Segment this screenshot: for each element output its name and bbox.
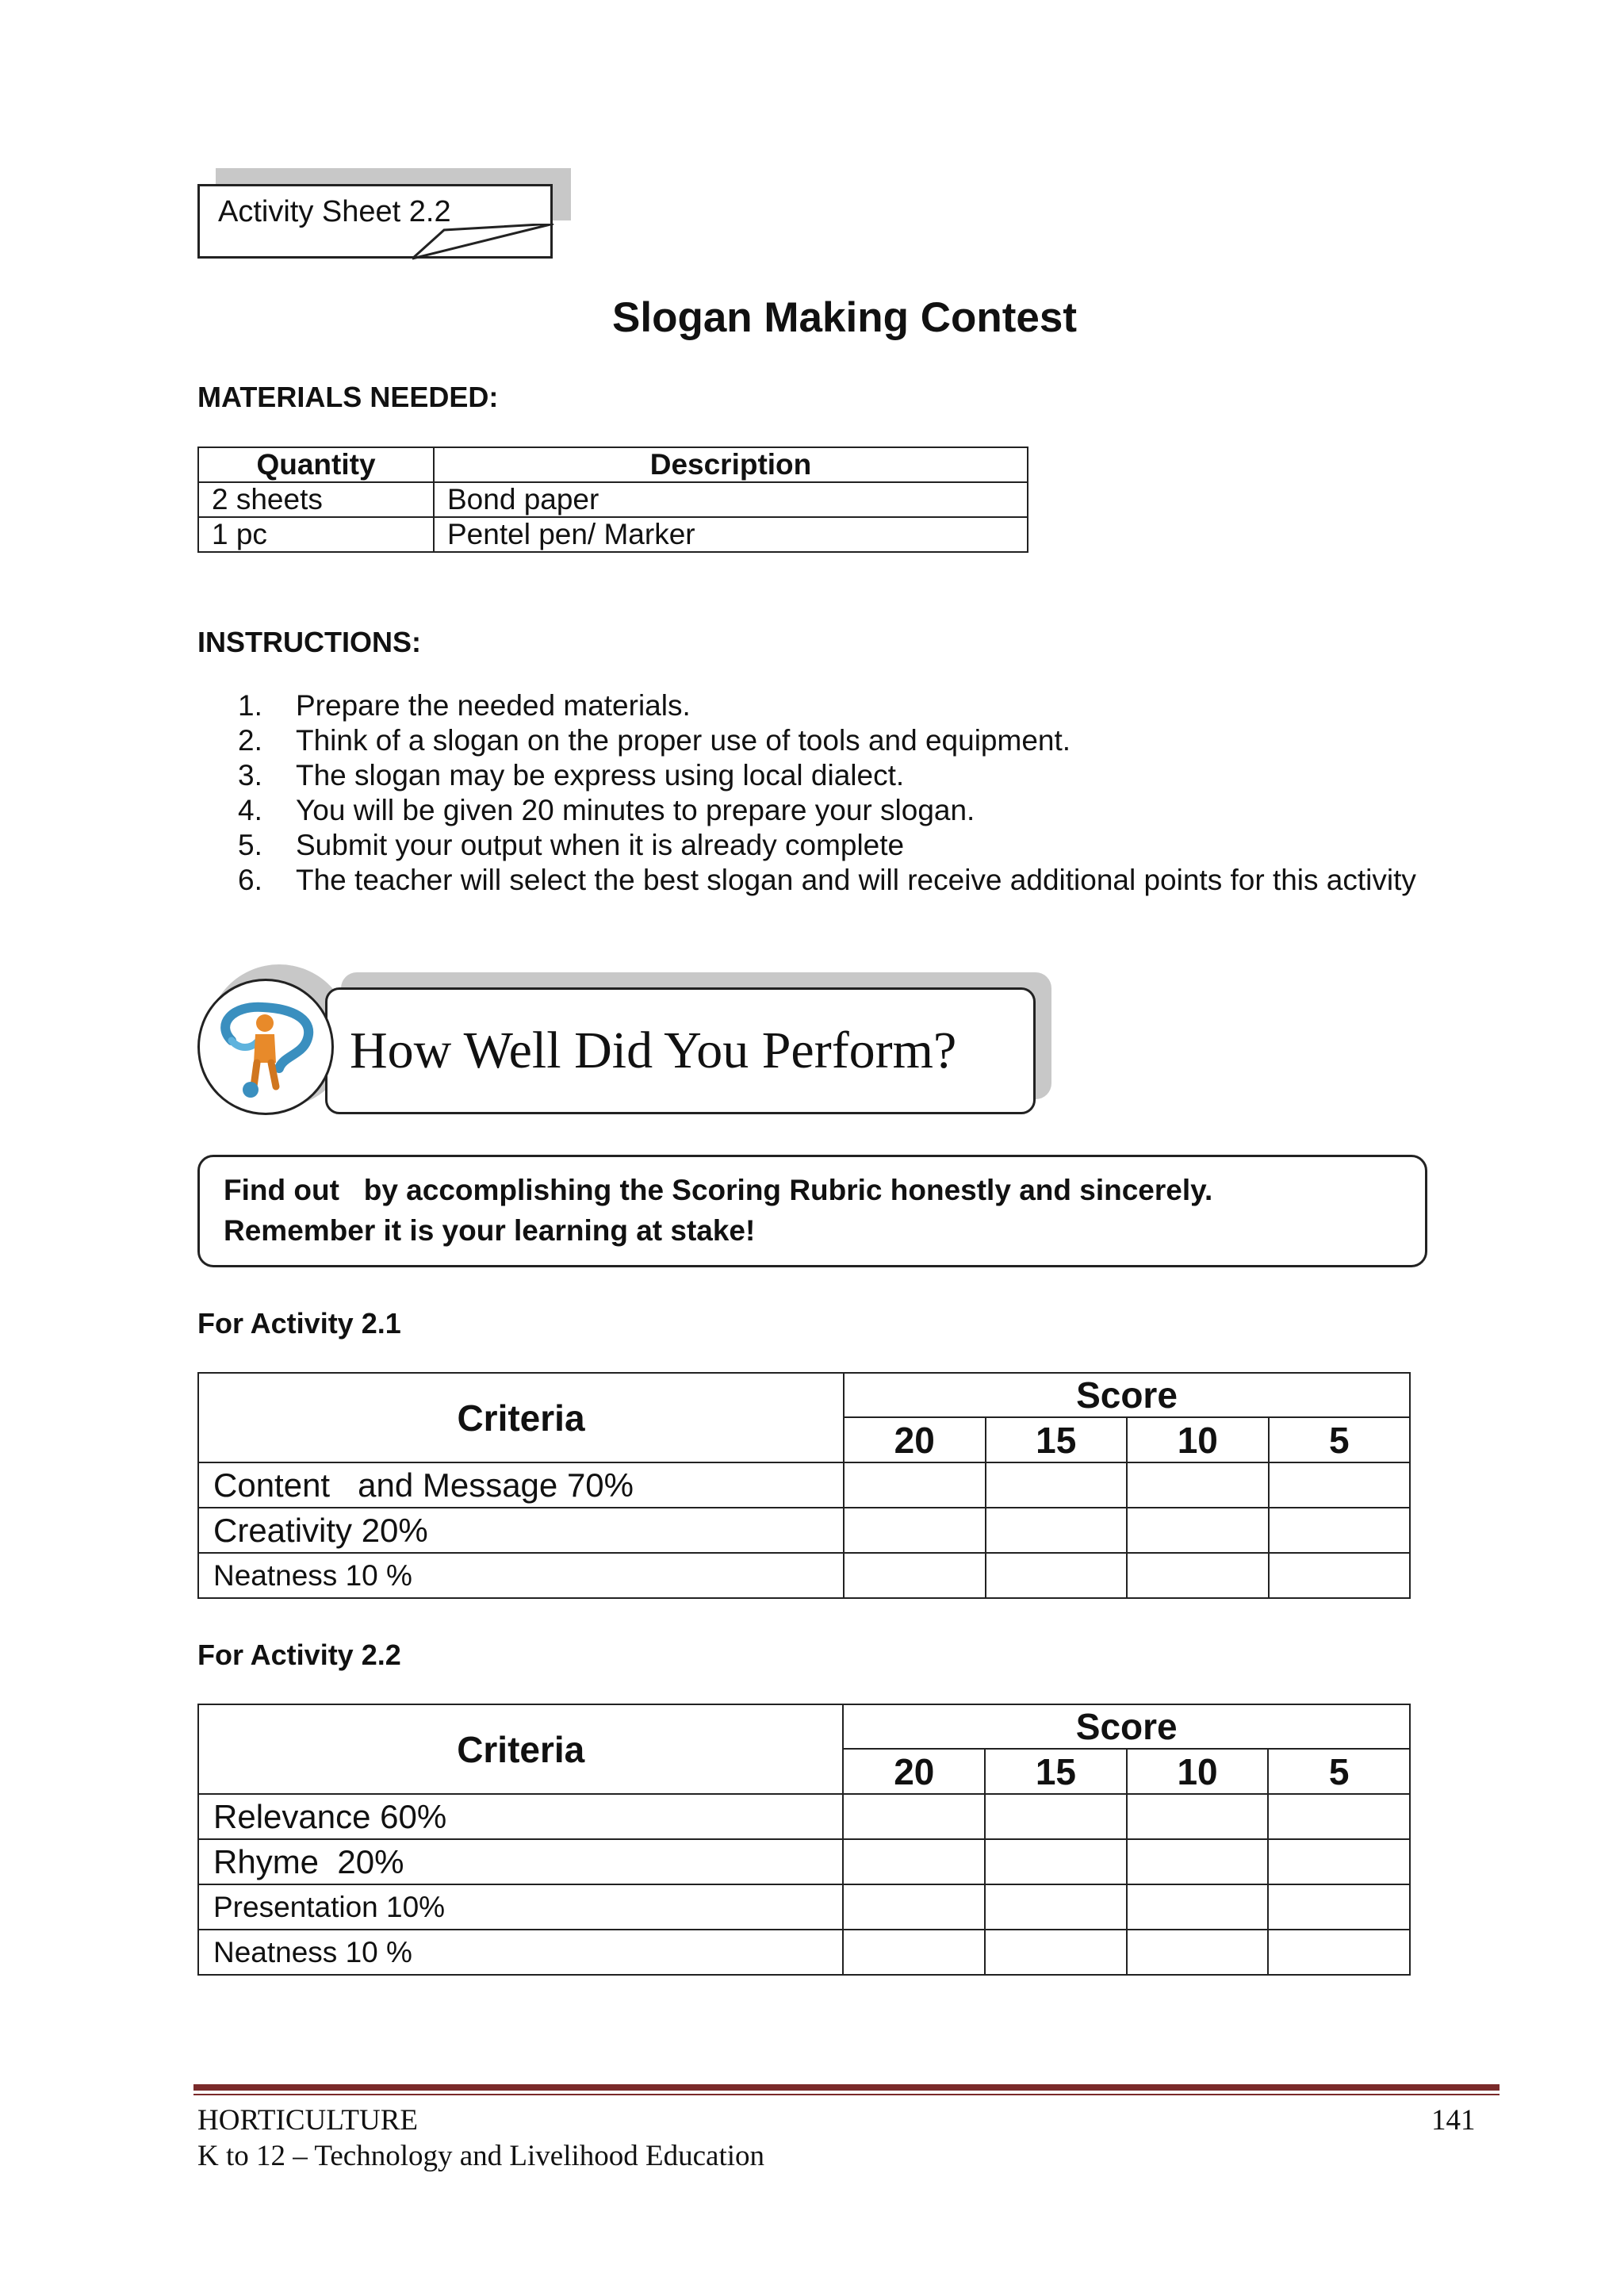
score-cell[interactable] (843, 1930, 985, 1975)
instructions-heading: INSTRUCTIONS: (197, 626, 421, 658)
score-cell[interactable] (1268, 1839, 1410, 1884)
table-row (198, 517, 1028, 552)
score-cell[interactable] (1127, 1839, 1269, 1884)
score-column: 10 (1127, 1417, 1269, 1462)
rubric-2-heading: For Activity 2.2 (197, 1639, 401, 1671)
list-item: 6. The teacher will select the best slogan and will receive additional points for this activity (238, 864, 1416, 896)
page-fold-icon (412, 224, 555, 263)
table-row (198, 482, 1028, 517)
criterion-label: Relevance 60% (198, 1794, 843, 1839)
criterion-label: Neatness 10 % (198, 1553, 844, 1598)
footer-subject: HORTICULTURE (197, 2104, 419, 2137)
materials-heading: MATERIALS NEEDED: (197, 381, 499, 413)
score-cell[interactable] (843, 1884, 985, 1930)
score-cell[interactable] (986, 1462, 1128, 1508)
criterion-label: Content and Message 70% (198, 1462, 844, 1508)
score-cell[interactable] (1127, 1462, 1269, 1508)
page-title: Slogan Making Contest (612, 294, 1077, 341)
criterion-label: Rhyme 20% (198, 1839, 843, 1884)
materials-quantity: 2 sheets (198, 482, 434, 517)
score-cell[interactable] (985, 1839, 1127, 1884)
score-column: 10 (1127, 1749, 1269, 1794)
table-row (198, 1930, 1410, 1975)
score-header: Score (843, 1704, 1410, 1749)
score-cell[interactable] (1269, 1553, 1410, 1598)
table-row (198, 1553, 1410, 1598)
footer-rule (193, 2084, 1500, 2091)
score-cell[interactable] (1127, 1884, 1269, 1930)
table-row (198, 1508, 1410, 1553)
score-cell[interactable] (1127, 1553, 1269, 1598)
score-cell[interactable] (986, 1508, 1128, 1553)
criterion-label: Presentation 10% (198, 1884, 843, 1930)
score-cell[interactable] (1127, 1508, 1269, 1553)
table-row (198, 1462, 1410, 1508)
score-cell[interactable] (843, 1794, 985, 1839)
question-mark-figure-icon (208, 993, 327, 1104)
score-cell[interactable] (844, 1508, 986, 1553)
score-cell[interactable] (986, 1553, 1128, 1598)
materials-quantity: 1 pc (198, 517, 434, 552)
materials-header-quantity: Quantity (198, 447, 434, 482)
list-item: 2. Think of a slogan on the proper use of tools and equipment. (238, 724, 1071, 757)
score-cell[interactable] (1268, 1884, 1410, 1930)
table-row (198, 1839, 1410, 1884)
table-row (198, 1884, 1410, 1930)
materials-header-description: Description (434, 447, 1028, 482)
banner-title: How Well Did You Perform? (350, 1022, 957, 1079)
list-item: 3. The slogan may be express using local dialect. (238, 759, 905, 792)
materials-description: Pentel pen/ Marker (434, 517, 1028, 552)
criterion-label: Creativity 20% (198, 1508, 844, 1553)
score-cell[interactable] (1268, 1930, 1410, 1975)
criterion-label: Neatness 10 % (198, 1930, 843, 1975)
materials-description: Bond paper (434, 482, 1028, 517)
table-row (198, 1794, 1410, 1839)
score-column: 5 (1268, 1749, 1410, 1794)
footer-course: K to 12 – Technology and Livelihood Education (197, 2140, 765, 2172)
rubric-2-table (197, 1704, 1411, 1976)
list-item: 4. You will be given 20 minutes to prepare your slogan. (238, 794, 975, 826)
score-column: 15 (985, 1749, 1127, 1794)
instructions-list (238, 688, 1416, 898)
criteria-header: Criteria (198, 1704, 843, 1794)
score-cell[interactable] (1269, 1508, 1410, 1553)
score-cell[interactable] (844, 1553, 986, 1598)
score-header: Score (844, 1373, 1410, 1417)
score-cell[interactable] (985, 1794, 1127, 1839)
score-cell[interactable] (1268, 1794, 1410, 1839)
score-cell[interactable] (985, 1930, 1127, 1975)
score-column: 20 (844, 1417, 986, 1462)
find-out-text (224, 1170, 1212, 1251)
list-item: 5. Submit your output when it is already complete (238, 829, 905, 861)
page-number: 141 (1431, 2104, 1476, 2137)
rubric-1-heading: For Activity 2.1 (197, 1307, 401, 1340)
score-column: 5 (1269, 1417, 1410, 1462)
find-out-line-2: Remember it is your learning at stake! (224, 1214, 756, 1247)
score-cell[interactable] (1269, 1462, 1410, 1508)
materials-table (197, 447, 1028, 553)
score-column: 15 (986, 1417, 1128, 1462)
criteria-header: Criteria (198, 1373, 844, 1462)
score-cell[interactable] (843, 1839, 985, 1884)
score-cell[interactable] (844, 1462, 986, 1508)
rubric-1-table (197, 1372, 1411, 1599)
footer-rule-thin (193, 2094, 1500, 2095)
score-column: 20 (843, 1749, 985, 1794)
score-cell[interactable] (985, 1884, 1127, 1930)
find-out-line-1: Find out by accomplishing the Scoring Rubric honestly and sincerely. (224, 1174, 1213, 1206)
activity-tab-label: Activity Sheet 2.2 (218, 195, 451, 228)
score-cell[interactable] (1127, 1794, 1269, 1839)
list-item: 1. Prepare the needed materials. (238, 689, 691, 722)
score-cell[interactable] (1127, 1930, 1269, 1975)
